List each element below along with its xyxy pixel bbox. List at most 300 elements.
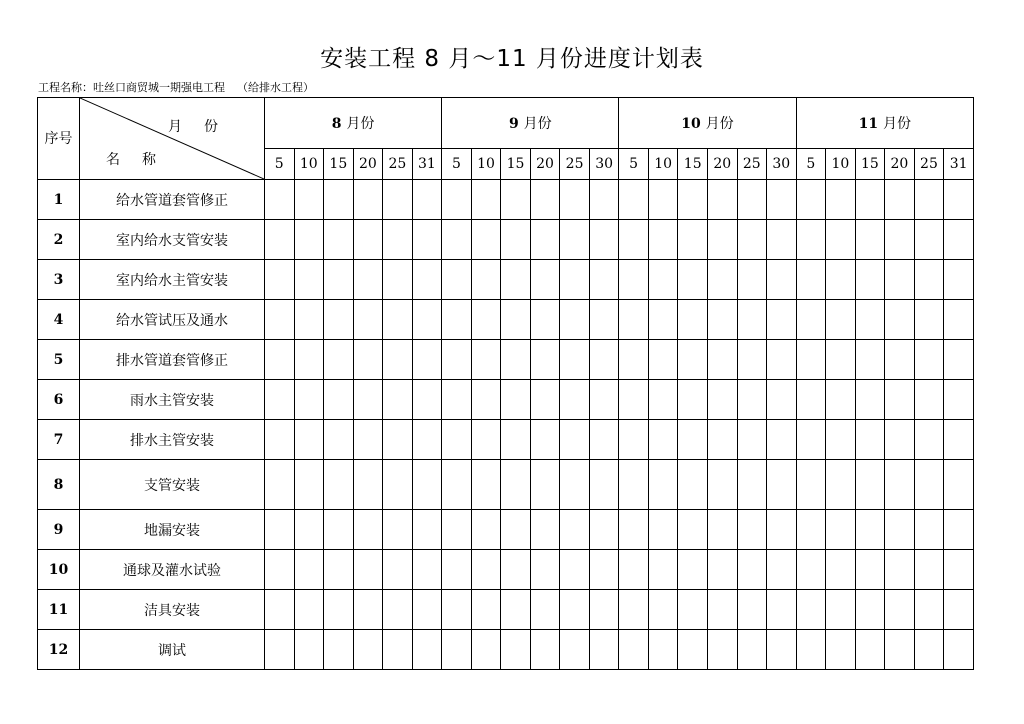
schedule-cell (855, 420, 885, 460)
table-row (38, 260, 974, 300)
schedule-cell (826, 380, 856, 420)
schedule-cell (560, 380, 590, 420)
schedule-cell (796, 300, 826, 340)
schedule-cell (324, 220, 354, 260)
schedule-cell (324, 300, 354, 340)
schedule-cell (855, 260, 885, 300)
schedule-cell (560, 550, 590, 590)
schedule-cell (294, 420, 324, 460)
schedule-cell (501, 460, 531, 510)
schedule-cell (737, 590, 767, 630)
schedule-cell (471, 420, 501, 460)
schedule-cell (707, 550, 737, 590)
schedule-cell (589, 420, 619, 460)
schedule-cell (412, 340, 442, 380)
schedule-cell (294, 630, 324, 670)
schedule-cell (796, 180, 826, 220)
schedule-cell (737, 260, 767, 300)
day-header: 5 (796, 149, 826, 180)
schedule-cell (560, 260, 590, 300)
schedule-cell (944, 510, 974, 550)
schedule-cell (530, 180, 560, 220)
row-seq: 9 (38, 510, 80, 550)
schedule-cell (767, 550, 797, 590)
schedule-cell (501, 420, 531, 460)
day-header: 25 (737, 149, 767, 180)
row-task-name: 洁具安装 (80, 590, 265, 630)
schedule-cell (826, 340, 856, 380)
day-header: 5 (619, 149, 649, 180)
schedule-cell (560, 420, 590, 460)
schedule-cell (826, 300, 856, 340)
schedule-cell (767, 340, 797, 380)
table-row (38, 300, 974, 340)
day-header: 31 (944, 149, 974, 180)
table-row (38, 180, 974, 220)
schedule-cell (678, 550, 708, 590)
row-task-name: 室内给水支管安装 (80, 220, 265, 260)
day-header: 5 (265, 149, 295, 180)
schedule-cell (767, 420, 797, 460)
schedule-cell (707, 380, 737, 420)
schedule-cell (678, 510, 708, 550)
schedule-cell (501, 380, 531, 420)
day-header: 30 (589, 149, 619, 180)
schedule-cell (353, 340, 383, 380)
schedule-cell (412, 590, 442, 630)
schedule-cell (767, 220, 797, 260)
schedule-cell (767, 260, 797, 300)
schedule-cell (826, 180, 856, 220)
schedule-cell (294, 260, 324, 300)
schedule-cell (560, 460, 590, 510)
schedule-cell (707, 300, 737, 340)
row-seq: 11 (38, 590, 80, 630)
schedule-cell (383, 550, 413, 590)
schedule-cell (678, 300, 708, 340)
schedule-cell (412, 220, 442, 260)
schedule-cell (796, 380, 826, 420)
row-task-name: 调试 (80, 630, 265, 670)
schedule-cell (501, 180, 531, 220)
schedule-cell (353, 630, 383, 670)
schedule-cell (855, 380, 885, 420)
table-row (38, 550, 974, 590)
schedule-cell (914, 260, 944, 300)
schedule-cell (353, 260, 383, 300)
diagonal-name-label (106, 149, 156, 169)
schedule-cell (914, 630, 944, 670)
schedule-cell (885, 550, 915, 590)
schedule-cell (826, 460, 856, 510)
schedule-cell (648, 590, 678, 630)
row-task-name: 雨水主管安装 (80, 380, 265, 420)
schedule-cell (914, 180, 944, 220)
schedule-cell (560, 300, 590, 340)
schedule-cell (914, 420, 944, 460)
schedule-cell (265, 420, 295, 460)
schedule-cell (501, 260, 531, 300)
schedule-cell (589, 340, 619, 380)
schedule-cell (796, 420, 826, 460)
schedule-cell (944, 630, 974, 670)
schedule-cell (737, 180, 767, 220)
schedule-cell (944, 420, 974, 460)
schedule-cell (589, 460, 619, 510)
schedule-cell (294, 550, 324, 590)
schedule-cell (648, 550, 678, 590)
row-seq: 10 (38, 550, 80, 590)
schedule-cell (442, 220, 472, 260)
schedule-cell (944, 340, 974, 380)
month-header-11: 11 月份 (796, 98, 973, 149)
schedule-cell (353, 510, 383, 550)
schedule-cell (442, 380, 472, 420)
schedule-cell (796, 590, 826, 630)
schedule-cell (707, 260, 737, 300)
schedule-cell (944, 590, 974, 630)
schedule-cell (501, 510, 531, 550)
row-seq: 1 (38, 180, 80, 220)
schedule-cell (383, 380, 413, 420)
schedule-cell (471, 590, 501, 630)
schedule-cell (383, 340, 413, 380)
schedule-cell (501, 550, 531, 590)
schedule-cell (619, 590, 649, 630)
header-month-char: 月 (168, 119, 188, 135)
schedule-cell (678, 460, 708, 510)
schedule-cell (914, 550, 944, 590)
schedule-cell (324, 460, 354, 510)
schedule-cell (471, 300, 501, 340)
schedule-cell (265, 180, 295, 220)
schedule-cell (707, 630, 737, 670)
page-title: 安装工程 8 月～11 月份进度计划表 (320, 46, 704, 72)
day-header: 20 (353, 149, 383, 180)
schedule-cell (442, 420, 472, 460)
schedule-cell (324, 550, 354, 590)
schedule-cell (294, 300, 324, 340)
schedule-cell (648, 630, 678, 670)
schedule-cell (442, 180, 472, 220)
schedule-cell (826, 630, 856, 670)
schedule-cell (944, 460, 974, 510)
schedule-cell (324, 630, 354, 670)
schedule-cell (589, 510, 619, 550)
day-header: 15 (855, 149, 885, 180)
schedule-cell (353, 380, 383, 420)
schedule-cell (648, 220, 678, 260)
schedule-cell (265, 550, 295, 590)
schedule-cell (707, 180, 737, 220)
schedule-cell (294, 180, 324, 220)
schedule-cell (885, 590, 915, 630)
row-task-name: 支管安装 (80, 460, 265, 510)
day-header: 20 (885, 149, 915, 180)
schedule-cell (737, 630, 767, 670)
table-row (38, 380, 974, 420)
schedule-cell (885, 420, 915, 460)
month-header-10: 10 月份 (619, 98, 796, 149)
table-row (38, 340, 974, 380)
schedule-cell (678, 590, 708, 630)
schedule-cell (707, 590, 737, 630)
schedule-cell (826, 510, 856, 550)
schedule-cell (678, 260, 708, 300)
row-task-name: 室内给水主管安装 (80, 260, 265, 300)
row-seq: 8 (38, 460, 80, 510)
schedule-cell (471, 550, 501, 590)
schedule-cell (324, 510, 354, 550)
schedule-cell (796, 340, 826, 380)
schedule-cell (294, 510, 324, 550)
schedule-cell (530, 630, 560, 670)
schedule-cell (885, 340, 915, 380)
schedule-cell (294, 590, 324, 630)
schedule-cell (767, 180, 797, 220)
schedule-cell (530, 380, 560, 420)
schedule-cell (707, 220, 737, 260)
schedule-cell (412, 260, 442, 300)
schedule-cell (383, 590, 413, 630)
row-seq: 6 (38, 380, 80, 420)
schedule-cell (501, 340, 531, 380)
day-header: 25 (914, 149, 944, 180)
header-fen-char: 份 (204, 119, 224, 135)
schedule-cell (530, 340, 560, 380)
schedule-cell (914, 340, 944, 380)
schedule-cell (589, 220, 619, 260)
schedule-cell (944, 300, 974, 340)
schedule-cell (442, 510, 472, 550)
schedule-cell (442, 300, 472, 340)
schedule-cell (324, 590, 354, 630)
day-header: 15 (501, 149, 531, 180)
schedule-cell (530, 510, 560, 550)
schedule-cell (737, 220, 767, 260)
schedule-cell (265, 380, 295, 420)
seq-header: 序号 (38, 98, 80, 180)
day-header: 10 (826, 149, 856, 180)
schedule-cell (796, 220, 826, 260)
project-name-label: 工程名称：吐丝口商贸城一期强电工程 (38, 81, 225, 94)
schedule-cell (619, 220, 649, 260)
project-sub-label: （给排水工程） (237, 81, 314, 94)
schedule-cell (501, 220, 531, 260)
schedule-cell (324, 380, 354, 420)
schedule-cell (737, 420, 767, 460)
day-header: 30 (767, 149, 797, 180)
row-task-name: 给水管道套管修正 (80, 180, 265, 220)
schedule-cell (412, 460, 442, 510)
schedule-cell (294, 460, 324, 510)
schedule-cell (353, 590, 383, 630)
schedule-cell (885, 220, 915, 260)
schedule-cell (619, 380, 649, 420)
schedule-cell (265, 630, 295, 670)
schedule-cell (530, 300, 560, 340)
schedule-cell (944, 260, 974, 300)
day-header: 10 (471, 149, 501, 180)
schedule-cell (324, 180, 354, 220)
schedule-cell (855, 340, 885, 380)
schedule-cell (471, 460, 501, 510)
schedule-cell (619, 550, 649, 590)
schedule-cell (383, 630, 413, 670)
schedule-cell (885, 380, 915, 420)
schedule-cell (471, 510, 501, 550)
schedule-cell (294, 340, 324, 380)
schedule-cell (885, 300, 915, 340)
schedule-cell (619, 300, 649, 340)
schedule-cell (678, 420, 708, 460)
schedule-cell (442, 550, 472, 590)
schedule-cell (383, 300, 413, 340)
row-seq: 7 (38, 420, 80, 460)
schedule-cell (412, 380, 442, 420)
table-row (38, 510, 974, 550)
schedule-cell (530, 460, 560, 510)
table-row (38, 590, 974, 630)
schedule-cell (471, 630, 501, 670)
row-seq: 12 (38, 630, 80, 670)
schedule-cell (412, 420, 442, 460)
schedule-cell (648, 260, 678, 300)
schedule-cell (678, 630, 708, 670)
schedule-cell (471, 220, 501, 260)
schedule-cell (796, 510, 826, 550)
schedule-cell (589, 630, 619, 670)
schedule-cell (855, 220, 885, 260)
schedule-cell (767, 300, 797, 340)
schedule-cell (707, 510, 737, 550)
schedule-cell (560, 630, 590, 670)
schedule-cell (530, 420, 560, 460)
schedule-cell (885, 180, 915, 220)
schedule-cell (383, 260, 413, 300)
header-name-char-1: 名 (106, 152, 120, 168)
schedule-cell (885, 460, 915, 510)
schedule-cell (265, 300, 295, 340)
schedule-cell (412, 300, 442, 340)
schedule-cell (648, 300, 678, 340)
month-header-9: 9 月份 (442, 98, 619, 149)
schedule-cell (707, 340, 737, 380)
schedule-cell (412, 630, 442, 670)
schedule-cell (737, 300, 767, 340)
schedule-cell (560, 510, 590, 550)
schedule-cell (885, 630, 915, 670)
schedule-cell (678, 340, 708, 380)
schedule-cell (412, 510, 442, 550)
schedule-cell (914, 460, 944, 510)
table-row (38, 460, 974, 510)
schedule-cell (383, 460, 413, 510)
schedule-cell (944, 550, 974, 590)
schedule-cell (501, 630, 531, 670)
day-header: 10 (294, 149, 324, 180)
schedule-cell (324, 420, 354, 460)
schedule-cell (855, 300, 885, 340)
schedule-cell (826, 420, 856, 460)
day-header: 15 (678, 149, 708, 180)
schedule-cell (914, 510, 944, 550)
schedule-cell (530, 260, 560, 300)
schedule-cell (826, 260, 856, 300)
schedule-cell (324, 260, 354, 300)
schedule-cell (265, 460, 295, 510)
schedule-cell (265, 510, 295, 550)
row-seq: 4 (38, 300, 80, 340)
schedule-cell (826, 220, 856, 260)
schedule-cell (442, 460, 472, 510)
schedule-cell (826, 590, 856, 630)
schedule-cell (914, 590, 944, 630)
table-row (38, 630, 974, 670)
row-seq: 5 (38, 340, 80, 380)
schedule-cell (471, 260, 501, 300)
schedule-cell (353, 550, 383, 590)
schedule-cell (619, 460, 649, 510)
row-task-name: 通球及灌水试验 (80, 550, 265, 590)
schedule-cell (442, 340, 472, 380)
schedule-cell (530, 220, 560, 260)
header-row-months (38, 98, 974, 149)
schedule-cell (648, 460, 678, 510)
day-header: 20 (707, 149, 737, 180)
header-name-char-2: 称 (142, 152, 156, 168)
schedule-cell (855, 550, 885, 590)
schedule-cell (442, 590, 472, 630)
schedule-cell (678, 380, 708, 420)
project-name (38, 79, 314, 95)
schedule-cell (767, 510, 797, 550)
schedule-cell (383, 180, 413, 220)
schedule-cell (353, 220, 383, 260)
schedule-cell (589, 380, 619, 420)
day-header: 31 (412, 149, 442, 180)
schedule-cell (648, 380, 678, 420)
schedule-cell (324, 340, 354, 380)
schedule-cell (767, 590, 797, 630)
schedule-cell (914, 380, 944, 420)
schedule-cell (412, 550, 442, 590)
schedule-cell (353, 420, 383, 460)
diagonal-month-label (168, 116, 224, 136)
schedule-cell (560, 340, 590, 380)
schedule-cell (767, 630, 797, 670)
schedule-cell (353, 180, 383, 220)
schedule-cell (885, 510, 915, 550)
schedule-cell (796, 260, 826, 300)
day-header: 25 (383, 149, 413, 180)
row-task-name: 排水管道套管修正 (80, 340, 265, 380)
schedule-cell (265, 590, 295, 630)
schedule-cell (648, 340, 678, 380)
schedule-cell (560, 180, 590, 220)
schedule-cell (265, 340, 295, 380)
schedule-cell (353, 460, 383, 510)
schedule-cell (678, 180, 708, 220)
row-seq: 3 (38, 260, 80, 300)
schedule-cell (383, 420, 413, 460)
day-header: 5 (442, 149, 472, 180)
schedule-cell (648, 510, 678, 550)
schedule-cell (619, 510, 649, 550)
schedule-cell (619, 180, 649, 220)
schedule-cell (855, 180, 885, 220)
schedule-cell (560, 220, 590, 260)
